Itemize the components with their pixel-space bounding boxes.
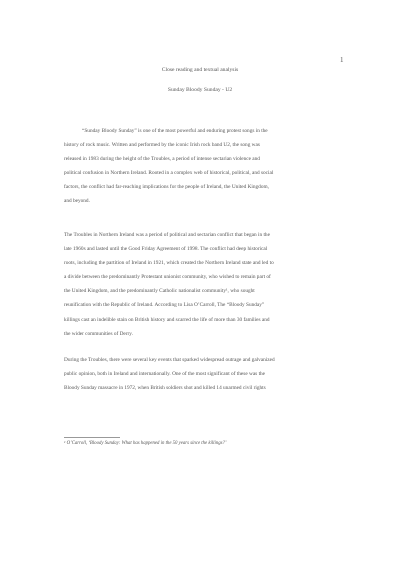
- paragraph-troubles: [64, 232, 346, 345]
- footnote-divider: [64, 437, 120, 438]
- paragraph-line: history of rock music. Written and performed by the iconic Irish rock band U2, the song was: [64, 142, 260, 149]
- paragraph-line: Bloody Sunday massacre in 1972, when British soldiers shot and killed 14 unarmed civil rights: [64, 385, 266, 392]
- page-number: 1: [340, 56, 344, 64]
- paragraph-line: a divide between the predominantly Protestant unionist community, who wished to remain part of: [64, 274, 271, 281]
- footnote: ¹ O’Carroll, ‘Bloody Sunday: What has happened in the 50 years since the killings?’: [64, 441, 227, 446]
- paragraph-line: roots, including the partition of Ireland in 1921, which created the Northern Ireland state and led to: [64, 260, 274, 267]
- paragraph-line: the wider communities of Derry.: [64, 330, 133, 337]
- paragraph-line: the United Kingdom, and the predominantly Catholic nationalist community¹, who sought: [64, 288, 255, 295]
- paragraph-line: and beyond.: [64, 198, 90, 205]
- paragraph-line: public opinion, both in Ireland and internationally. One of the most significant of these was the: [64, 371, 266, 378]
- document-subtitle: Sunday Bloody Sunday - U2: [167, 87, 233, 93]
- paragraph-line: political confusion in Northern Ireland. Rooted in a complex web of historical, political, and social: [64, 170, 274, 177]
- paragraph-line: The Troubles in Northern Ireland was a period of political and sectarian conflict that began in the: [64, 232, 270, 238]
- paragraph-line: killings cast an indelible stain on British history and scarred the life of more than 30 families and: [64, 316, 270, 323]
- paragraph-line: reunification with the Republic of Ireland. According to Lisa O’Carroll, The “Bloody Sunday”: [64, 302, 265, 309]
- document-title: Close reading and textual analysis: [161, 67, 239, 73]
- paragraph-line: released in 1983 during the height of the Troubles, a period of intense sectarian violence and: [64, 156, 260, 163]
- paragraph-line: factors, the conflict had far-reaching implications for the people of Ireland, the United Kingdom,: [64, 184, 269, 191]
- paragraph-events: [64, 357, 346, 399]
- paragraph-line: During the Troubles, there were several key events that sparked widespread outrage and galvanized: [64, 357, 275, 363]
- paragraph-line: late 1960s and lasted until the Good Friday Agreement of 1998. The conflict had deep historical: [64, 246, 268, 253]
- paragraph-intro: [64, 128, 346, 213]
- paragraph-line: “Sunday Bloody Sunday” is one of the most powerful and enduring protest songs in the: [82, 128, 268, 134]
